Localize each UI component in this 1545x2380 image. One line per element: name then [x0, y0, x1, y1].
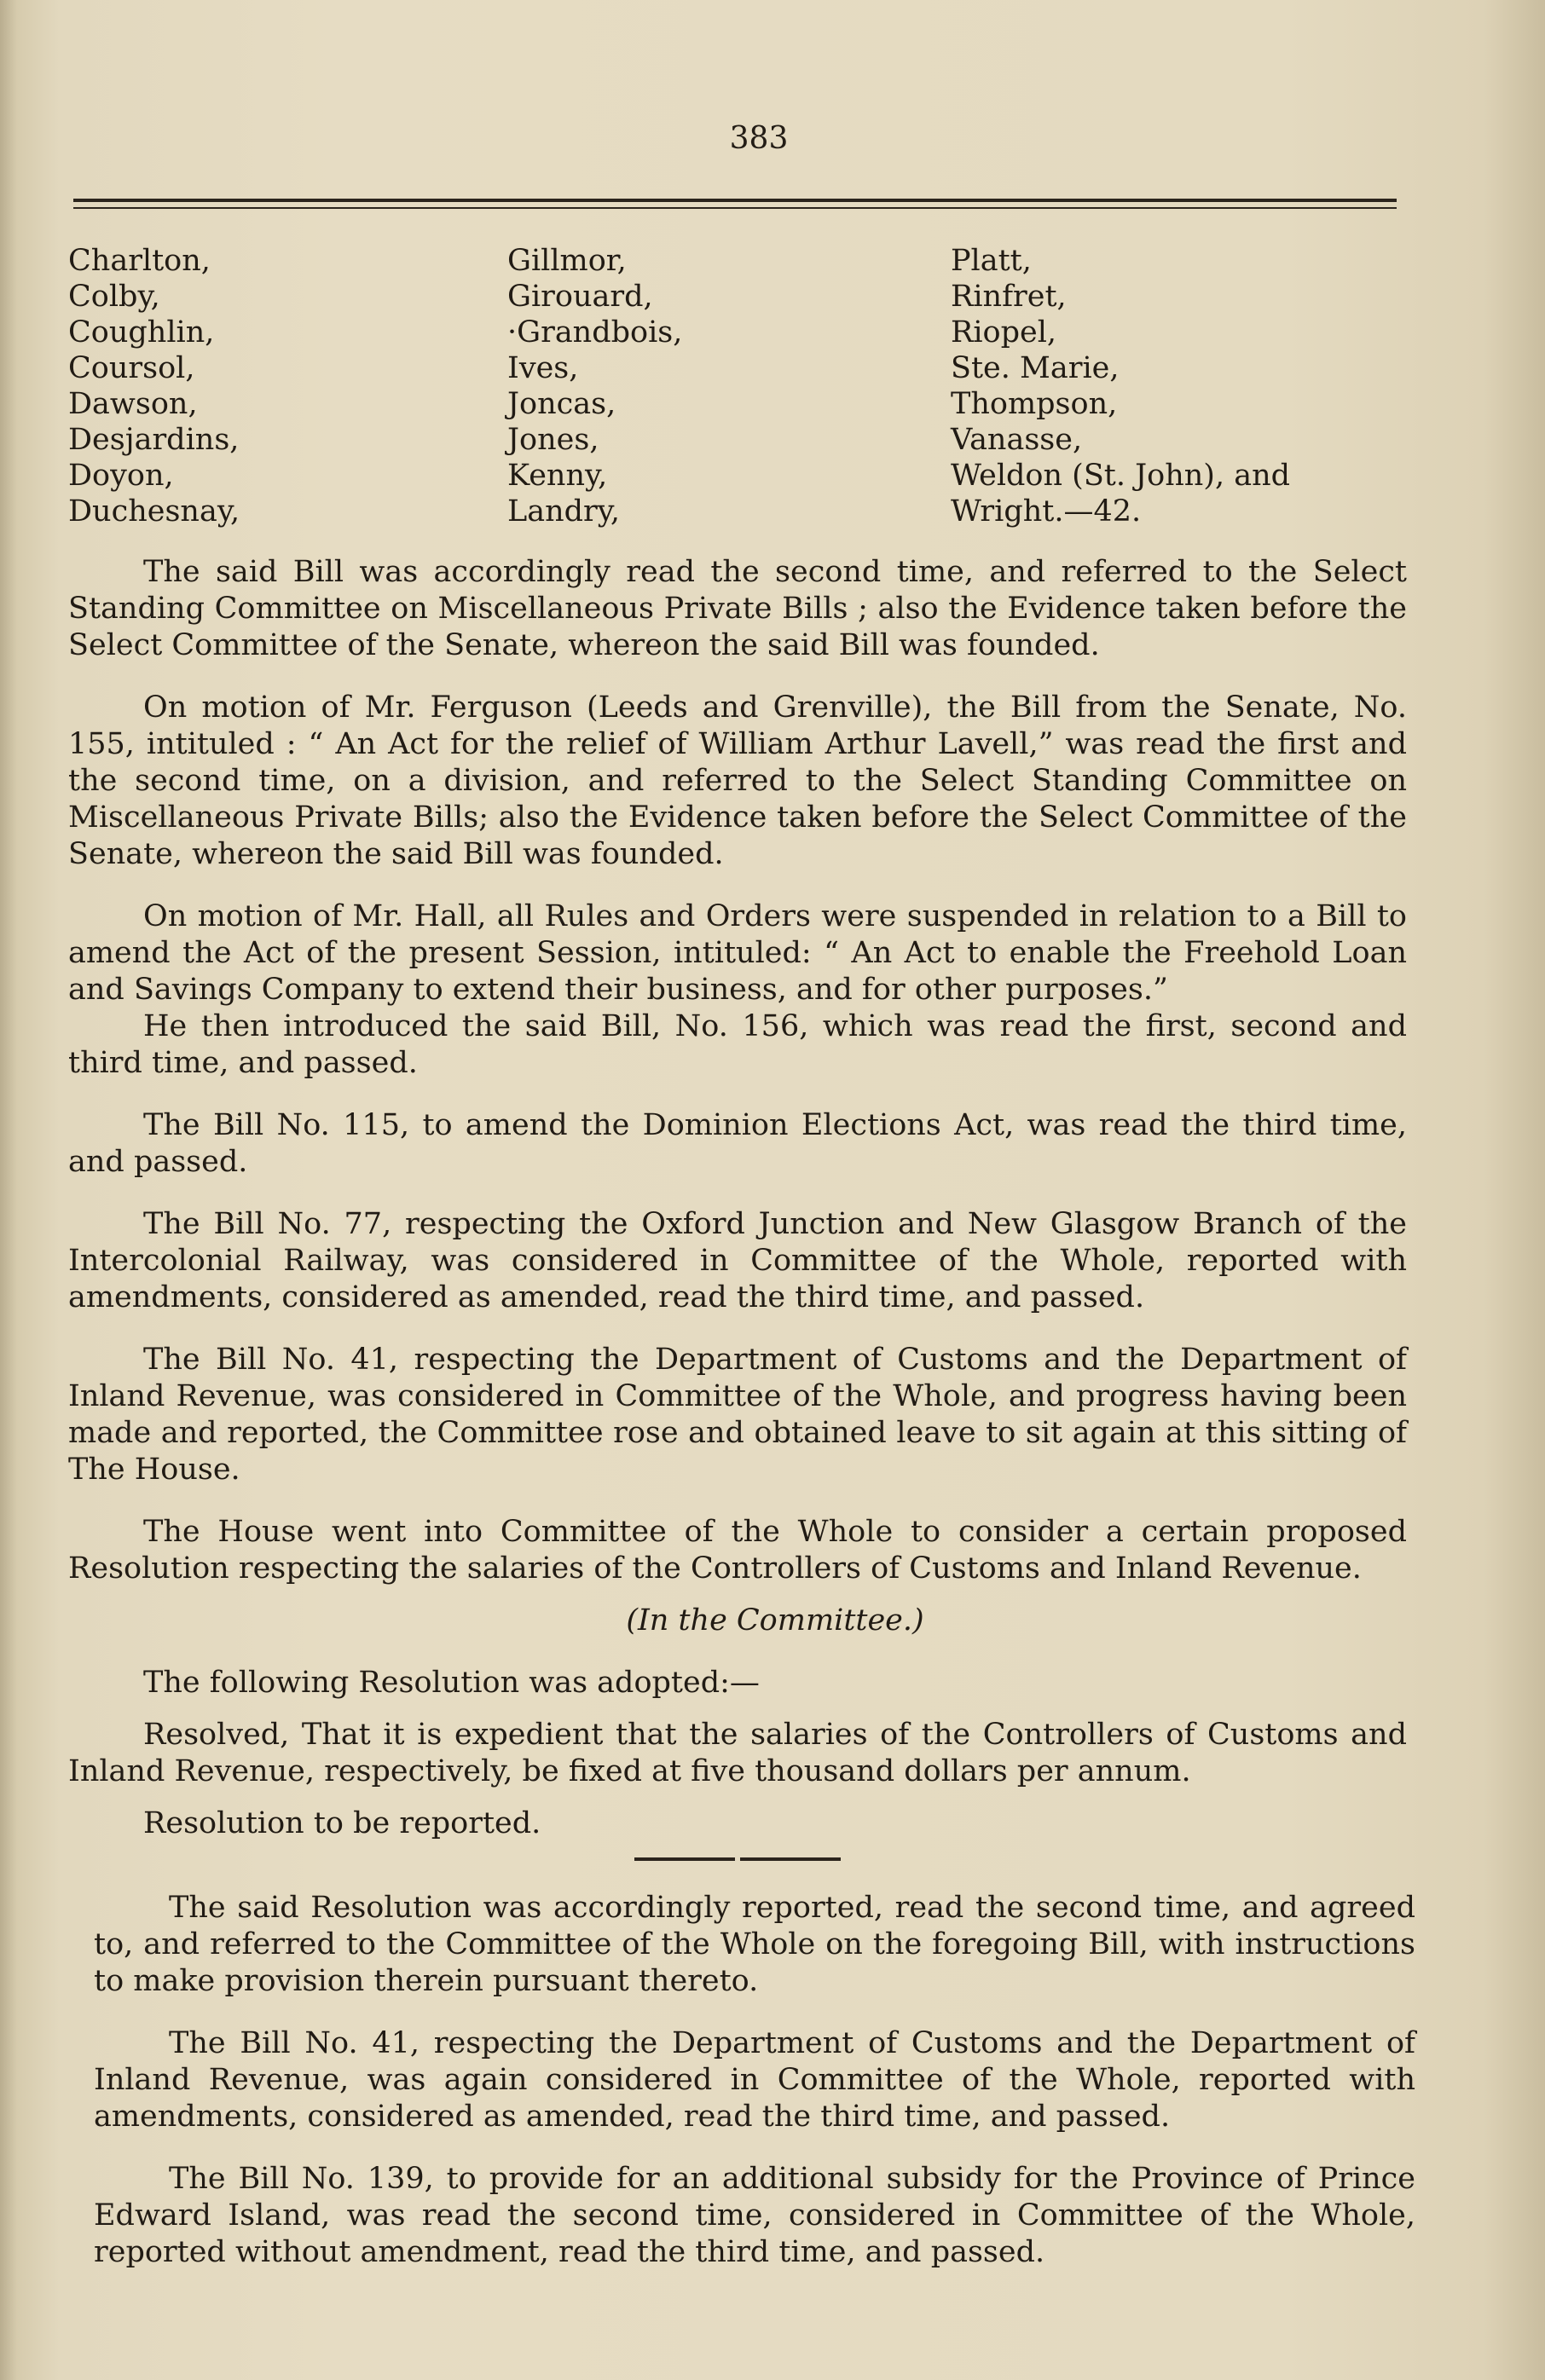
member-name: Dawson, [68, 387, 198, 421]
member-name: Wright.—42. [951, 494, 1142, 529]
paragraph-bill-41-passed: The Bill No. 41, respecting the Department of Customs and the Department of Inland Revenue, was again considered in Committee of the Whole, reported with amendments, considered as amended, read the third time, and passed. [94, 2026, 1415, 2134]
paragraph-second-reading: The said Bill was accordingly read the second time, and referred to the Select Standing Committee on Miscellaneous Private Bills ; also the Evidence taken before the Select Committee of the Senate, whereon the said Bill was founded. [68, 555, 1407, 662]
paragraph-resolution-adopted: The following Resolution was adopted:— [143, 1666, 760, 1700]
journal-body [68, 554, 1415, 2296]
member-name: Coursol, [68, 351, 195, 385]
paragraph-bill-139: The Bill No. 139, to provide for an additional subsidy for the Province of Prince Edward Island, was read the second time, considered in Committee of the Whole, reported without amendment, read the third time, and passed. [94, 2162, 1415, 2269]
header-rule-thin [73, 207, 1397, 209]
committee-heading: (In the Committee.) [626, 1603, 924, 1638]
member-name: Kenny, [507, 459, 608, 493]
name-column-2 [507, 243, 951, 529]
member-name: Desjardins, [68, 423, 240, 457]
member-name: ·Grandbois, [507, 315, 683, 349]
member-name: Coughlin, [68, 315, 215, 349]
name-column-3 [951, 243, 1428, 529]
member-name: Weldon (St. John), and [951, 459, 1291, 493]
member-name: Platt, [951, 244, 1032, 278]
paragraph-bill-115: The Bill No. 115, to amend the Dominion Elections Act, was read the third time, and passed. [68, 1108, 1407, 1179]
member-name: Colby, [68, 280, 160, 314]
member-name: Thompson, [951, 387, 1118, 421]
paragraph-bill-155: On motion of Mr. Ferguson (Leeds and Grenville), the Bill from the Senate, No. 155, intituled : “ An Act for the relief of William Arthur Lavell,” was read the first and the second time, on a division, and referred to the Select Standing Committee on Miscellaneous Private Bills; also the Evidence taken before the Select Committee of the Senate, whereon the said Bill was founded. [68, 690, 1407, 871]
paragraph-bill-77: The Bill No. 77, respecting the Oxford Junction and New Glasgow Branch of the Intercolonial Railway, was considered in Committee of the Whole, reported with amendments, considered as amended, read the third time, and passed. [68, 1207, 1407, 1314]
member-name: Rinfret, [951, 280, 1067, 314]
member-name: Charlton, [68, 244, 211, 278]
paragraph-rules-suspended: On motion of Mr. Hall, all Rules and Orders were suspended in relation to a Bill to amend the Act of the present Session, intituled: “ An Act to enable the Freehold Loan and Savings Company to extend their business, and for other purposes.” [68, 899, 1407, 1007]
journal-body-lower [68, 1890, 1415, 2271]
paragraph-committee-resolution: The House went into Committee of the Whole to consider a certain proposed Resolution respecting the salaries of the Controllers of Customs and Inland Revenue. [68, 1515, 1407, 1586]
paragraph-bill-41-progress: The Bill No. 41, respecting the Department of Customs and the Department of Inland Revenue, was considered in Committee of the Whole, and progress having been made and reported, the Committee rose and obtained leave to sit again at this sitting of The House. [68, 1343, 1407, 1487]
page-number: 383 [729, 121, 789, 156]
paragraph-resolution-reported: Resolution to be reported. [143, 1806, 541, 1840]
member-name: Ste. Marie, [951, 351, 1120, 385]
paragraph-resolution-agreed: The said Resolution was accordingly reported, read the second time, and agreed to, and referred to the Committee of the Whole on the foregoing Bill, with instructions to make provision therein pursuant thereto. [94, 1891, 1415, 1998]
section-divider [68, 1857, 1407, 1861]
member-name: Landry, [507, 494, 621, 529]
paragraph-resolved: Resolved, That it is expedient that the salaries of the Controllers of Customs and Inland Revenue, respectively, be fixed at five thousand dollars per annum. [68, 1718, 1407, 1788]
member-name: Gillmor, [507, 244, 627, 278]
header-rule-thick [73, 199, 1397, 202]
member-name: Vanasse, [951, 423, 1083, 457]
division-list [68, 243, 1432, 529]
member-name: Girouard, [507, 280, 653, 314]
member-name: Doyon, [68, 459, 174, 493]
member-name: Joncas, [507, 387, 616, 421]
paragraph-bill-156: He then introduced the said Bill, No. 156, which was read the first, second and third time, and passed. [68, 1009, 1407, 1080]
name-column-1 [68, 243, 507, 529]
member-name: Jones, [507, 423, 599, 457]
member-name: Ives, [507, 351, 579, 385]
member-name: Riopel, [951, 315, 1057, 349]
member-name: Duchesnay, [68, 494, 240, 529]
